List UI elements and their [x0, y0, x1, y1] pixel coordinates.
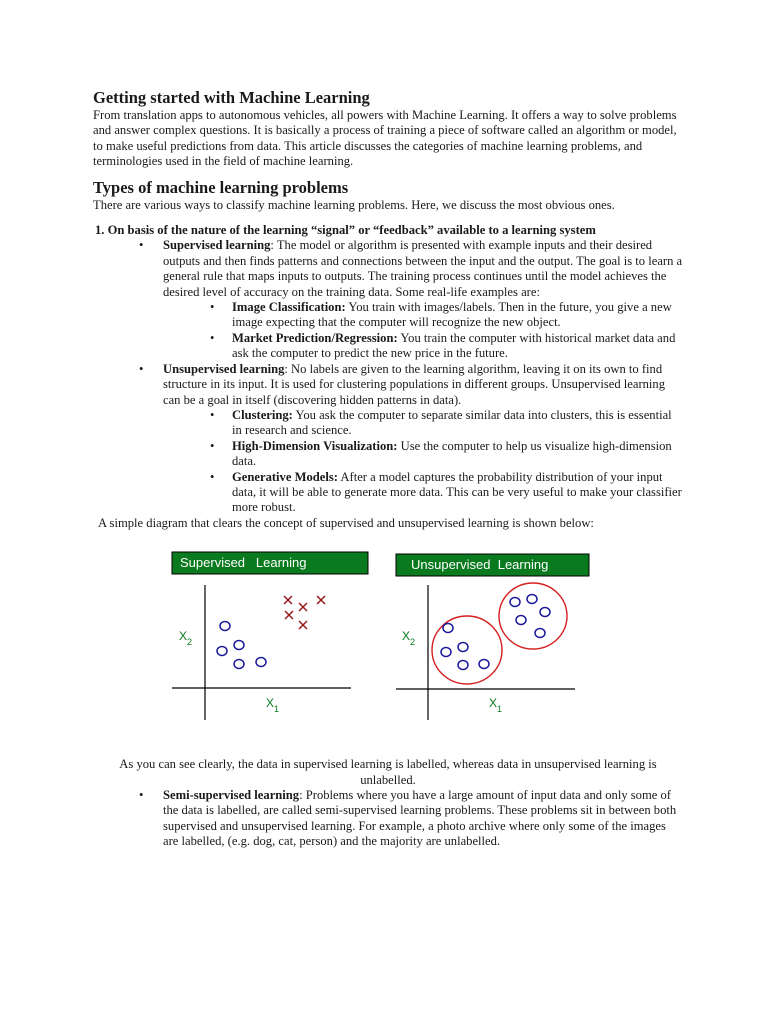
list-item — [232, 439, 683, 470]
data-point-circle — [443, 624, 453, 633]
unsupervised-term: Unsupervised learning — [163, 361, 285, 376]
learning-diagram — [93, 545, 683, 755]
example-term: High-Dimension Visualization: — [232, 438, 398, 453]
data-point-circle — [458, 661, 468, 670]
supervised-term: Supervised learning — [163, 238, 271, 253]
data-point-circle — [234, 641, 244, 650]
example-term: Clustering: — [232, 407, 293, 422]
data-point-circle — [441, 648, 451, 657]
page-title: Getting started with Machine Learning — [93, 88, 370, 107]
unsupervised-examples — [163, 408, 683, 516]
list-item — [232, 300, 683, 331]
supervised-circles — [217, 622, 266, 669]
unsupervised-y-label: $X_2$ — [402, 629, 416, 648]
example-text: Use the computer to help us visualize high-dimension data. — [232, 438, 672, 469]
data-point-circle — [510, 598, 520, 607]
data-point-cross — [284, 596, 292, 604]
example-term: Market Prediction/Regression: — [232, 330, 398, 345]
example-text: After a model captures the probability distribution of your input data, it will be able to generate more data. This can be very useful to make your classifier more robust. — [232, 469, 682, 515]
data-point-circle — [535, 629, 545, 638]
data-point-circle — [256, 658, 266, 667]
list-item — [232, 408, 683, 439]
supervised-x-label: $X_1$ — [266, 696, 280, 715]
data-point-cross — [285, 611, 293, 619]
diagram-caption: As you can see clearly, the data in supervised learning is labelled, whereas data in unsupervised learning is unlabelled. — [119, 757, 657, 787]
data-point-circle — [540, 608, 550, 617]
unsupervised-text: : No labels are given to the learning algorithm, leaving it on its own to find structure in its input. It is used for clustering populations in different groups. Unsupervised learning can be a goal in itself (discovering hidden patterns in data). — [163, 361, 666, 407]
learning-types-list — [93, 238, 683, 515]
unsupervised-circles — [441, 595, 550, 670]
types-heading: Types of machine learning problems — [93, 177, 349, 197]
types-intro: There are various ways to classify machine learning problems. Here, we discuss the most obvious ones. — [93, 197, 615, 212]
data-point-circle — [479, 660, 489, 669]
diagram-intro: A simple diagram that clears the concept of supervised and unsupervised learning is shown below: — [98, 515, 594, 530]
supervised-examples — [163, 300, 683, 362]
semi-supervised-list — [93, 788, 683, 850]
list-heading: 1. On basis of the nature of the learning “signal” or “feedback” available to a learning system — [95, 223, 596, 238]
supervised-y-label: $X_2$ — [179, 629, 193, 648]
semi-term: Semi-supervised learning — [163, 787, 300, 802]
document-page — [93, 88, 683, 850]
example-term: Generative Models: — [232, 469, 338, 484]
data-point-circle — [516, 616, 526, 625]
unsupervised-title: Unsupervised Learning — [411, 557, 549, 573]
list-item-semi-supervised — [163, 788, 683, 850]
data-point-cross — [299, 603, 307, 611]
data-point-circle — [234, 660, 244, 669]
cluster-rings — [432, 583, 567, 684]
list-item — [232, 470, 683, 516]
list-item-supervised — [163, 238, 683, 361]
data-point-cross — [299, 621, 307, 629]
example-text: You train with images/labels. Then in the future, you give a new image expecting that the computer will recognize the new object. — [232, 300, 672, 330]
data-point-circle — [220, 622, 230, 631]
cluster-ring — [499, 583, 567, 649]
intro-paragraph: From translation apps to autonomous vehicles, all powers with Machine Learning. It offers a way to solve problems and answer complex questions. It is basically a process of training a piece of software called an algorithm or model, to make useful predictions from data. This article discusses the categories of machine learning problems, and terminologies used in the field of machine learning. — [93, 108, 677, 169]
supervised-crosses — [284, 596, 325, 629]
data-point-circle — [217, 647, 227, 656]
supervised-title: Supervised Learning — [180, 555, 307, 571]
unsupervised-x-label: $X_1$ — [489, 696, 503, 715]
example-term: Image Classification: — [232, 300, 346, 315]
list-item — [232, 331, 683, 362]
data-point-cross — [317, 596, 325, 604]
example-text: You ask the computer to separate similar data into clusters, this is essential in research and science. — [232, 407, 672, 438]
data-point-circle — [527, 595, 537, 604]
example-text: You train the computer with historical market data and ask the computer to predict the new price in the future. — [232, 330, 676, 361]
supervised-text: : The model or algorithm is presented with example inputs and their desired outputs and then finds patterns and connections between the input and the output. The goal is to learn a general rule that maps inputs to outputs. The training process continues until the model achieves the desired level of accuracy on the training data. Some real-life examples are: — [163, 238, 683, 299]
semi-text: : Problems where you have a large amount of input data and only some of the data is labelled, are called semi-supervised learning problems. These problems sit in between both supervised and unsupervised learning. For example, a photo archive where only some of the images are labelled, (e.g. dog, cat, person) and the majority are unlabelled. — [163, 787, 677, 849]
diagram-svg — [93, 545, 683, 755]
list-item-unsupervised — [163, 362, 683, 516]
data-point-circle — [458, 643, 468, 652]
